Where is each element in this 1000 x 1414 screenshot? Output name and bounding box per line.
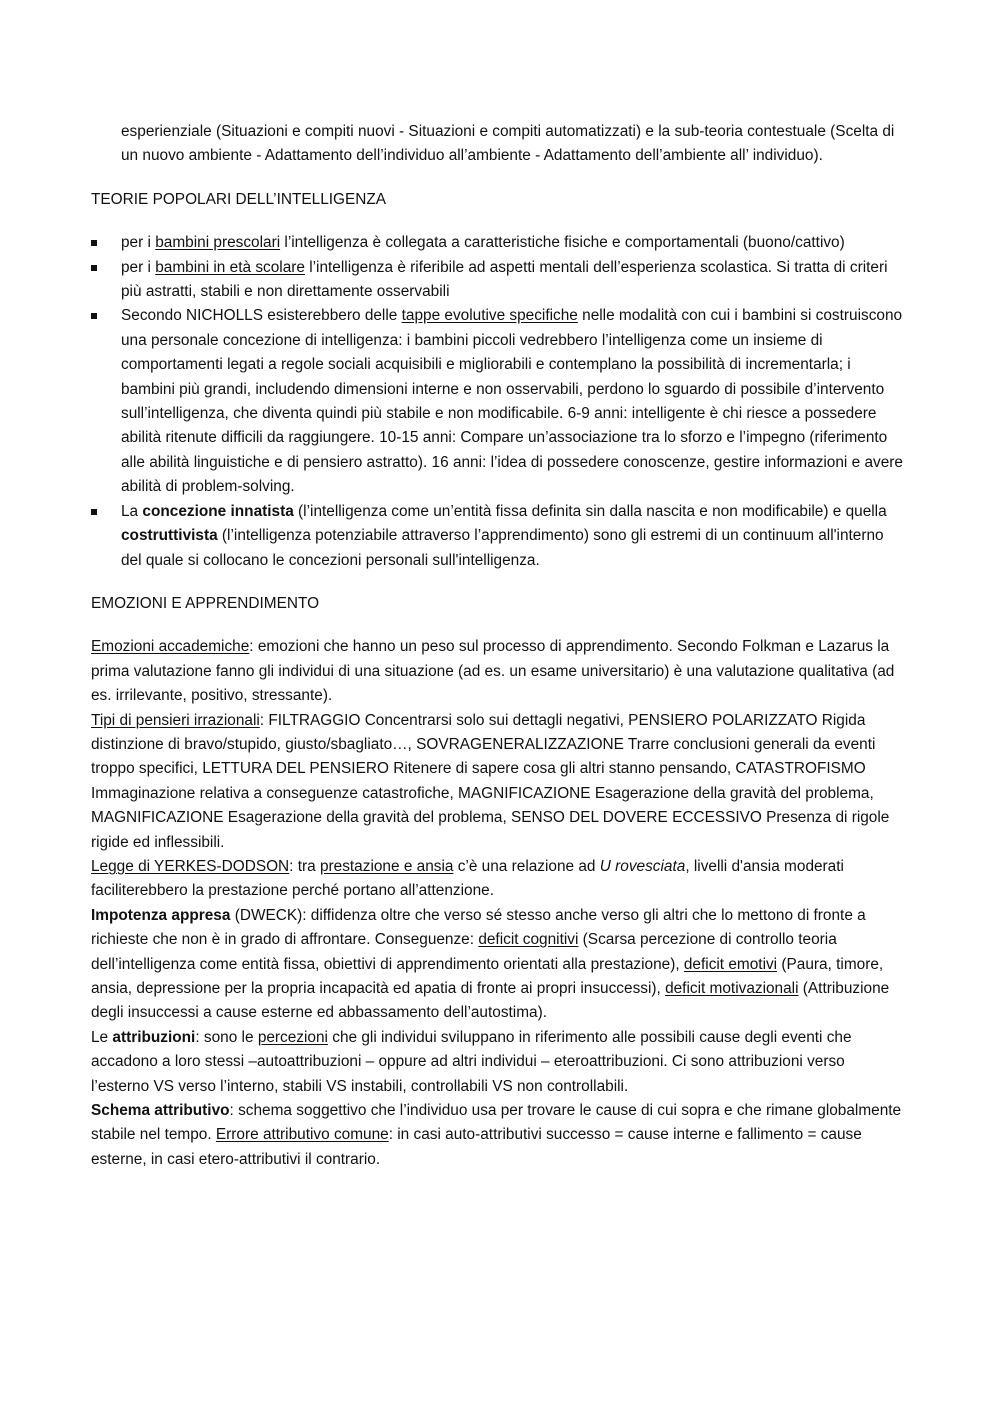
square-bullet-icon	[91, 240, 97, 246]
paragraph-impotenza-appresa	[91, 904, 906, 1026]
text-run: per i	[121, 258, 156, 276]
paragraph-attribuzioni	[91, 1026, 906, 1099]
text-run: (l’intelligenza come un’entità fissa definita sin dalla nascita e non modificabile) e quella	[293, 502, 887, 520]
document-body	[91, 120, 906, 1172]
list-item	[91, 256, 906, 305]
underlined-term: Tipi di pensieri irrazionali	[91, 711, 260, 729]
underlined-term: Emozioni accademiche	[91, 638, 250, 656]
underlined-term: deficit motivazionali	[665, 980, 799, 997]
text-run: : in casi auto-attributivi successo = cause interne e fallimento = cause esterne, in casi etero-attributivi il contrario.	[91, 1126, 862, 1168]
underlined-term: percezioni	[257, 1028, 328, 1046]
section-heading-emozioni: EMOZIONI E APPRENDIMENTO	[91, 594, 320, 612]
text-run: nelle modalità con cui i bambini si costruiscono una personale concezione di intelligenza: i bambini piccoli vedrebbero l’intelligenza come un insieme di comportamenti legati a regole sociali acquisibili e migliorabili e contemplano la possibilità di incrementarla; i bambini più grandi, includendo dimensioni interne e non osservabili, perdono lo sguardo di possibile d’intervento sull’intelligenza, che diventa quindi più stabile e non modificabile. 6-9 anni: intelligente è chi riesce a possedere abilità ritenute difficili da raggiungere. 10-15 anni: Compare un’associazione tra lo sforzo e l’impegno (riferimento alle abilità linguistiche e di pensiero astratto). 16 anni: l’idea di possedere conoscenze, gestire informazioni e avere abilità di problem-solving.	[121, 307, 903, 496]
underlined-term: prestazione e ansia	[319, 857, 454, 875]
bold-term: costruttivista	[121, 527, 218, 545]
bold-term: Schema attributivo	[91, 1102, 230, 1120]
underlined-term: tappe evolutive specifiche	[401, 307, 578, 325]
bold-term: Impotenza appresa	[91, 906, 231, 924]
underlined-term: deficit cognitivi	[478, 931, 579, 949]
bold-term: concezione innatista	[142, 502, 294, 520]
underlined-term: bambini in età scolare	[155, 258, 305, 276]
text-run: : FILTRAGGIO Concentrarsi solo sui dettagli negativi, PENSIERO POLARIZZATO Rigida distinzione di bravo/stupido, giusto/sbagliato…, SOVRAGENERALIZZAZIONE Trarre conclusioni generali da eventi troppo specifici, LETTURA DEL PENSIERO Ritenere di sapere cosa gli altri stanno pensando, CATASTROFISMO Immaginazione relativa a conseguenze catastrofiche, MAGNIFICAZIONE Esagerazione della gravità del problema, MAGNIFICAZIONE Esagerazione della gravità del problema, SENSO DEL DOVERE ECCESSIVO Presenza di rigole rigide ed inflessibili.	[91, 711, 890, 851]
text-run: (Scarsa percezione di controllo teoria dell’intelligenza come entità fissa, obiettivi di apprendimento orientati alla prestazione),	[91, 931, 837, 973]
underlined-term: Legge di YERKES-DODSON	[91, 857, 290, 875]
text-run: (l’intelligenza potenziabile attraverso l’apprendimento) sono gli estremi di un continuum all'interno del quale si collocano le concezioni personali sull'intelligenza.	[121, 527, 884, 569]
text-run: , livelli d'ansia moderati faciliterebbero la prestazione perché portano all’attenzione.	[91, 857, 844, 900]
text-run: l’intelligenza è collegata a caratteristiche fisiche e comportamentali (buono/cattivo)	[280, 234, 845, 252]
underlined-term: Errore attributivo comune	[215, 1126, 389, 1144]
text-run: : schema soggettivo che l’individuo usa per trovare le cause di cui sopra e che rimane globalmente stabile nel tempo.	[91, 1102, 902, 1144]
text-run: (DWECK): diffidenza oltre che verso sé stesso anche verso gli altri che lo mettono di fronte a richieste che non è in grado di affrontare. Conseguenze:	[91, 906, 866, 949]
square-bullet-icon	[91, 509, 97, 515]
paragraph-pensieri-irrazionali	[91, 709, 906, 855]
paragraph-schema-attributivo	[91, 1099, 906, 1172]
square-bullet-icon	[91, 265, 97, 271]
list-item	[91, 500, 906, 573]
square-bullet-icon	[91, 313, 97, 319]
text-run: : sono le	[195, 1028, 258, 1046]
paragraph-yerkes-dodson	[91, 855, 906, 904]
intro-paragraph: esperienziale (Situazioni e compiti nuovi - Situazioni e compiti automatizzati) e la sub-teoria contestuale (Scelta di un nuovo ambiente - Adattamento dell’individuo all’ambiente - Adattamento dell’ambiente all’ individuo).	[121, 123, 895, 165]
bold-term: attribuzioni	[112, 1028, 196, 1046]
underlined-term: bambini prescolari	[155, 234, 281, 252]
text-run: : tra	[289, 857, 320, 875]
underlined-term: deficit emotivi	[683, 955, 778, 973]
text-run: c’è una relazione ad	[453, 857, 600, 875]
text-run: che gli individui sviluppano in riferimento alle possibili cause degli eventi che accadono a loro stessi –autoattribuzioni – oppure ad altri individui – eteroattribuzioni. Ci sono attribuzioni verso l’esterno VS verso l’interno, stabili VS instabili, controllabili VS non controllabili.	[91, 1028, 852, 1095]
list-item	[91, 231, 906, 255]
section-heading-teorie-popolari: TEORIE POPOLARI DELL’INTELLIGENZA	[91, 190, 387, 208]
paragraph-emozioni-accademiche	[91, 635, 906, 708]
text-run: l’intelligenza è riferibile ad aspetti mentali dell’esperienza scolastica. Si tratta di criteri più astratti, stabili e non direttamente osservabili	[121, 258, 888, 301]
text-run: (Attribuzione degli insuccessi a cause esterne ed abbassamento dell’autostima).	[91, 980, 890, 1022]
italic-term: U rovesciata	[599, 857, 686, 875]
text-run: : emozioni che hanno un peso sul processo di apprendimento. Secondo Folkman e Lazarus la prima valutazione fanno gli individui di una situazione (ad es. un esame universitario) è una valutazione qualitativa (ad es. irrilevante, positivo, stressante).	[91, 638, 895, 705]
list-item	[91, 304, 906, 499]
text-run: (Paura, timore, ansia, depressione per la propria incapacità ed apatia di fronte ai propri insuccessi),	[91, 955, 884, 997]
text-run: per i	[121, 234, 156, 252]
text-run: Le	[91, 1028, 113, 1046]
text-run: La	[121, 502, 143, 520]
text-run: Secondo NICHOLLS esisterebbero delle	[121, 307, 402, 325]
bullet-list-teorie	[91, 231, 906, 573]
